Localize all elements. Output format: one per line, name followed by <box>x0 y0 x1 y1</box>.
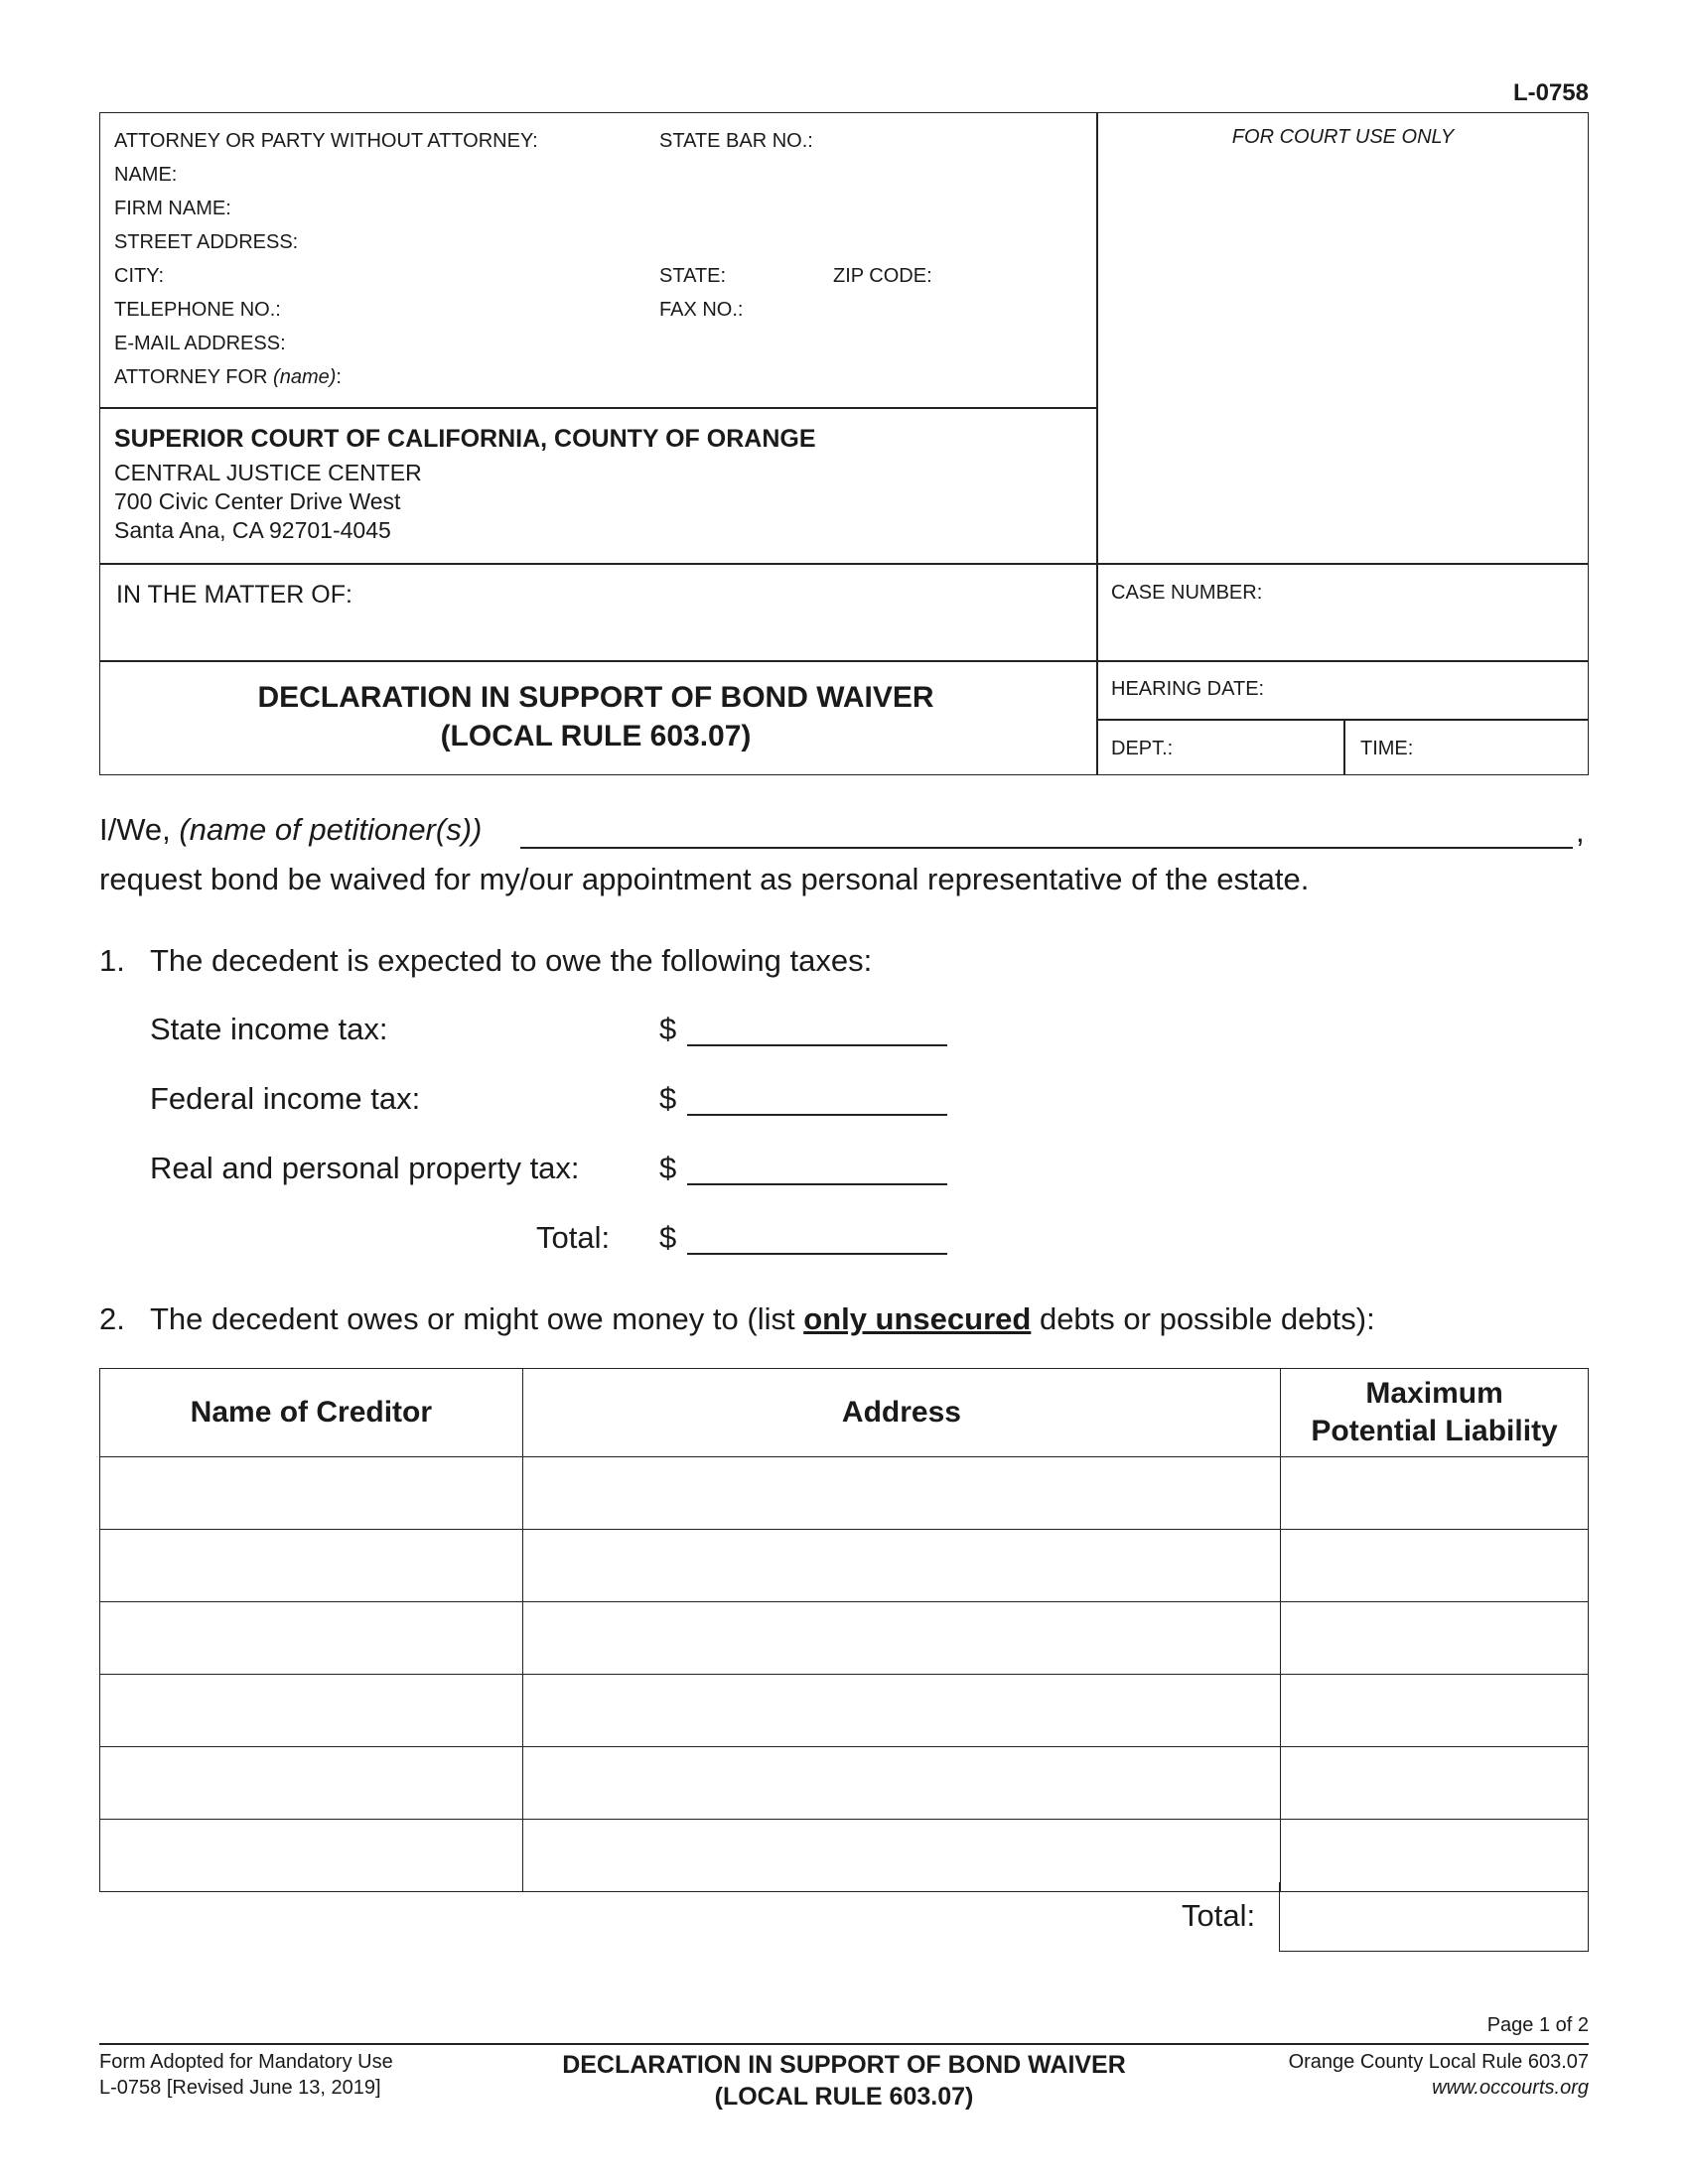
item-2-text: The decedent owes or might owe money to (list only unsecured debts or possible debts): <box>150 1301 1375 1336</box>
creditor-address-cell[interactable] <box>522 1602 1280 1675</box>
state-bar-field[interactable]: STATE BAR NO.: <box>659 130 813 152</box>
court-name: SUPERIOR COURT OF CALIFORNIA, COUNTY OF ORANGE <box>114 425 816 453</box>
city-field[interactable]: CITY: <box>114 265 165 287</box>
caption-divider-vertical <box>1343 719 1345 775</box>
state-income-tax-label: State income tax: <box>150 1012 388 1046</box>
court-center: CENTRAL JUSTICE CENTER <box>114 460 422 485</box>
table-row <box>100 1602 1589 1675</box>
name-field[interactable]: NAME: <box>114 164 178 186</box>
telephone-field[interactable]: TELEPHONE NO.: <box>114 299 281 321</box>
fax-field[interactable]: FAX NO.: <box>659 299 744 321</box>
creditor-address-cell[interactable] <box>522 1457 1280 1530</box>
column-header-address: Address <box>522 1369 1280 1457</box>
creditor-address-cell[interactable] <box>522 1530 1280 1602</box>
item-1-text: The decedent is expected to owe the following taxes: <box>150 943 873 978</box>
federal-income-tax-label: Federal income tax: <box>150 1081 421 1116</box>
document-title: DECLARATION IN SUPPORT OF BOND WAIVER (LOCAL RULE 603.07) <box>257 681 934 752</box>
petitioner-suffix: , <box>1576 814 1585 849</box>
caption-divider <box>99 407 1097 409</box>
dept-field[interactable]: DEPT.: <box>1111 738 1174 759</box>
street-address-field[interactable]: STREET ADDRESS: <box>114 231 299 253</box>
column-header-creditor: Name of Creditor <box>100 1369 523 1457</box>
matter-field[interactable]: IN THE MATTER OF: <box>116 581 352 609</box>
caption-divider <box>99 660 1589 662</box>
email-field[interactable]: E-MAIL ADDRESS: <box>114 333 286 354</box>
footer-right: Orange County Local Rule 603.07 www.occourts.org <box>1192 2049 1589 2101</box>
property-tax-label: Real and personal property tax: <box>150 1151 580 1185</box>
creditor-name-cell[interactable] <box>100 1457 523 1530</box>
creditor-address-cell[interactable] <box>522 1747 1280 1820</box>
creditor-name-cell[interactable] <box>100 1747 523 1820</box>
footer-left: Form Adopted for Mandatory Use L-0758 [Revised June 13, 2019] <box>99 2051 393 2099</box>
creditor-name-cell[interactable] <box>100 1675 523 1747</box>
creditor-liability-cell[interactable] <box>1281 1530 1589 1602</box>
creditor-liability-cell[interactable] <box>1281 1602 1589 1675</box>
creditor-name-cell[interactable] <box>100 1602 523 1675</box>
caption-divider-vertical <box>1096 112 1098 775</box>
zip-code-field[interactable]: ZIP CODE: <box>833 265 932 287</box>
currency-sign: $ <box>659 1220 677 1255</box>
time-field[interactable]: TIME: <box>1360 738 1414 759</box>
table-header-row <box>100 1369 1589 1457</box>
item-2-number: 2. <box>99 1301 125 1336</box>
state-income-tax-input[interactable] <box>687 1044 947 1046</box>
creditor-liability-cell[interactable] <box>1281 1675 1589 1747</box>
court-use-label: FOR COURT USE ONLY <box>1231 126 1455 148</box>
attorney-for-field[interactable]: ATTORNEY FOR (name): <box>114 366 342 388</box>
creditor-name-cell[interactable] <box>100 1530 523 1602</box>
attorney-block <box>114 124 538 394</box>
petitioner-prefix: I/We, (name of petitioner(s)) <box>99 812 483 847</box>
hearing-date-field[interactable]: HEARING DATE: <box>1111 678 1265 700</box>
table-row <box>100 1675 1589 1747</box>
currency-sign: $ <box>659 1012 677 1046</box>
liability-total-input[interactable] <box>1279 1882 1589 1952</box>
firm-name-field[interactable]: FIRM NAME: <box>114 198 231 219</box>
case-number-field[interactable]: CASE NUMBER: <box>1111 582 1263 604</box>
creditor-liability-cell[interactable] <box>1281 1820 1589 1892</box>
creditor-liability-cell[interactable] <box>1281 1747 1589 1820</box>
footer-title: DECLARATION IN SUPPORT OF BOND WAIVER (LOCAL RULE 603.07) <box>562 2051 1126 2111</box>
currency-sign: $ <box>659 1151 677 1185</box>
footer-rule <box>99 2043 1589 2045</box>
creditor-table <box>99 1368 1589 1892</box>
attorney-label[interactable]: ATTORNEY OR PARTY WITHOUT ATTORNEY: <box>114 130 538 152</box>
tax-total-input[interactable] <box>687 1253 947 1255</box>
caption-divider <box>99 563 1589 565</box>
property-tax-input[interactable] <box>687 1183 947 1185</box>
page-number: Page 1 of 2 <box>1486 2014 1589 2036</box>
table-row <box>100 1747 1589 1820</box>
creditor-liability-cell[interactable] <box>1281 1457 1589 1530</box>
table-row <box>100 1530 1589 1602</box>
table-row <box>100 1457 1589 1530</box>
table-row <box>100 1820 1589 1892</box>
creditor-name-cell[interactable] <box>100 1820 523 1892</box>
item-1-number: 1. <box>99 943 125 978</box>
court-city: Santa Ana, CA 92701-4045 <box>114 517 391 543</box>
creditor-address-cell[interactable] <box>522 1820 1280 1892</box>
currency-sign: $ <box>659 1081 677 1116</box>
intro-line-2: request bond be waived for my/our appointment as personal representative of the estate. <box>99 862 1310 896</box>
liability-total-label: Total: <box>1182 1898 1256 1933</box>
court-website-link[interactable]: www.occourts.org <box>1432 2077 1589 2099</box>
form-number: L-0758 <box>1512 79 1589 106</box>
federal-income-tax-input[interactable] <box>687 1114 947 1116</box>
tax-total-label: Total: <box>536 1220 611 1255</box>
petitioner-name-line[interactable] <box>520 847 1573 849</box>
state-field[interactable]: STATE: <box>659 265 727 287</box>
court-street: 700 Civic Center Drive West <box>114 488 401 514</box>
caption-divider <box>1096 719 1589 721</box>
creditor-address-cell[interactable] <box>522 1675 1280 1747</box>
column-header-liability: Maximum Potential Liability <box>1281 1369 1589 1457</box>
